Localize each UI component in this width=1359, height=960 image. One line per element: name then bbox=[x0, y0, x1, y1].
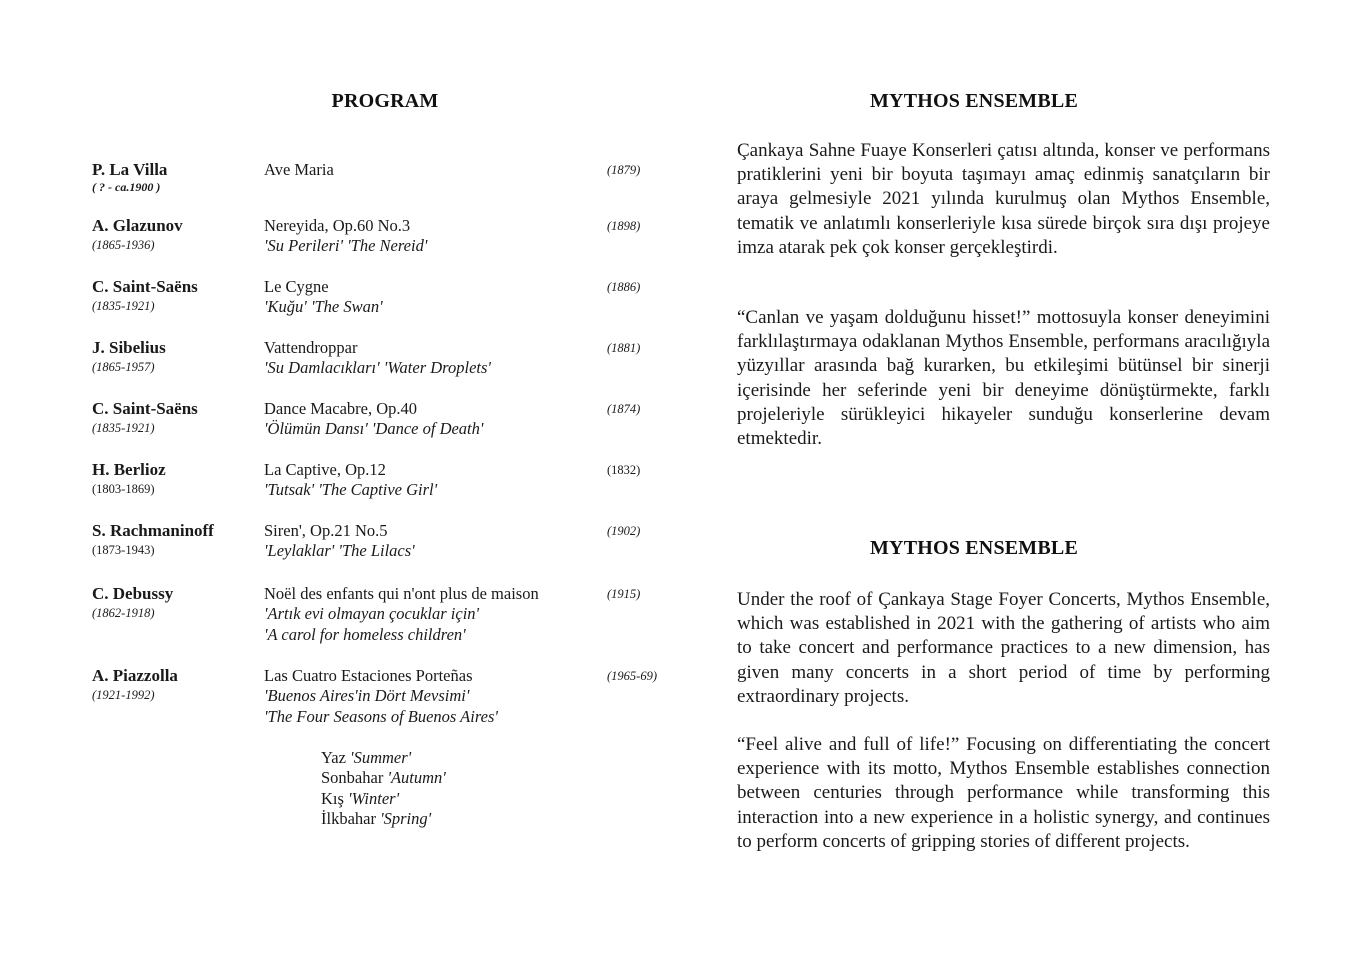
work-translation: 'Su Perileri' 'The Nereid' bbox=[264, 236, 428, 256]
movement-item bbox=[321, 768, 446, 788]
composer-name: S. Rachmaninoff bbox=[92, 521, 214, 540]
composer-name: C. Debussy bbox=[92, 584, 174, 603]
ensemble-en-paragraph-1: Under the roof of Çankaya Stage Foyer Concerts, Mythos Ensemble, which was established in 2021 with the gathering of artists who aim to take concert and performance practices to a new dimension, has given many concerts in a short period of time by performing extraordinary projects. bbox=[737, 589, 1270, 707]
work-year: (1898) bbox=[607, 219, 641, 233]
movement-en: 'Autumn' bbox=[387, 768, 446, 788]
work-block bbox=[264, 521, 415, 562]
composer-name: C. Saint-Saëns bbox=[92, 277, 198, 296]
work-year: (1915) bbox=[607, 587, 641, 601]
movement-en: 'Summer' bbox=[350, 748, 412, 767]
work-year: (1832) bbox=[607, 463, 641, 477]
work-title: Dance Macabre, Op.40 bbox=[264, 399, 418, 418]
movement-en: 'Spring' bbox=[380, 809, 432, 829]
work-year: (1965-69) bbox=[607, 669, 657, 683]
movement-tr: Yaz bbox=[321, 748, 346, 767]
composer-dates: ( ? - ca.1900 ) bbox=[92, 180, 161, 194]
work-title: Le Cygne bbox=[264, 277, 329, 296]
work-translation: 'Su Damlacıkları' 'Water Droplets' bbox=[264, 358, 491, 378]
composer-dates: (1862-1918) bbox=[92, 606, 155, 620]
composer-dates: (1873-1943) bbox=[92, 543, 155, 557]
movements-list bbox=[321, 748, 446, 830]
movement-tr: Kış bbox=[321, 788, 344, 808]
composer-name: P. La Villa bbox=[92, 160, 168, 179]
composer-name: A. Piazzolla bbox=[92, 666, 178, 685]
work-translation: 'Artık evi olmayan çocuklar için' bbox=[264, 604, 480, 624]
work-title: Las Cuatro Estaciones Porteñas bbox=[264, 666, 473, 685]
work-translation: 'Kuğu' 'The Swan' bbox=[264, 297, 383, 317]
composer-dates: (1835-1921) bbox=[92, 299, 155, 313]
composer-name: A. Glazunov bbox=[92, 216, 183, 235]
movement-item bbox=[321, 748, 446, 768]
work-title: La Captive, Op.12 bbox=[264, 460, 386, 479]
composer-dates: (1835-1921) bbox=[92, 421, 155, 435]
movement-tr: Sonbahar bbox=[321, 768, 384, 788]
work-title: Nereyida, Op.60 No.3 bbox=[264, 216, 411, 235]
movement-item bbox=[321, 789, 446, 809]
work-translation: 'Tutsak' 'The Captive Girl' bbox=[264, 480, 438, 500]
composer-dates: (1921-1992) bbox=[92, 688, 155, 702]
work-block bbox=[264, 160, 334, 180]
composer-dates: (1865-1936) bbox=[92, 238, 155, 252]
movement-tr: İlkbahar bbox=[321, 809, 376, 829]
composer-name: J. Sibelius bbox=[92, 338, 166, 357]
composer-name: H. Berlioz bbox=[92, 460, 166, 479]
composer-name: C. Saint-Saëns bbox=[92, 399, 198, 418]
work-block bbox=[264, 399, 483, 440]
work-title: Vattendroppar bbox=[264, 338, 358, 357]
program-heading: PROGRAM bbox=[331, 90, 439, 112]
work-year: (1874) bbox=[607, 402, 641, 416]
movement-item bbox=[321, 809, 446, 829]
work-title: Siren', Op.21 No.5 bbox=[264, 521, 388, 540]
ensemble-tr-paragraph-1: Çankaya Sahne Fuaye Konserleri çatısı altında, konser ve performans pratiklerini yeni bir boyuta taşımayı amaç edinmiş sanatçıların bir araya gelmesiyle 2021 yılında kurulmuş olan Mythos Ensemble, tematik ve anlatımlı konserleriyle kısa sürede birçok sıra dışı projeye imza atarak pek çok konser gerçekleştirdi. bbox=[737, 140, 1270, 258]
work-year: (1902) bbox=[607, 524, 641, 538]
work-title: Ave Maria bbox=[264, 160, 334, 179]
work-year: (1881) bbox=[607, 341, 641, 355]
ensemble-tr-paragraph-2: “Canlan ve yaşam dolduğunu hisset!” mottosuyla konser deneyimini farklılaştırmaya odaklanan Mythos Ensemble, performans aracılığıyla yüzyıllar arasında bağ kurarken, bu etkileşimi bütünsel bir sinerji içerisinde her seferinde yeni bir deneyime dönüştürmekte, farklı projeleriyle sürükleyici hikayeler sunduğu konserlerine devam etmektedir. bbox=[737, 307, 1270, 450]
work-block bbox=[264, 666, 498, 727]
ensemble-page bbox=[680, 0, 1359, 960]
work-translation: 'Ölümün Dansı' 'Dance of Death' bbox=[264, 419, 484, 439]
work-translation: 'The Four Seasons of Buenos Aires' bbox=[264, 706, 498, 726]
work-block bbox=[264, 216, 427, 257]
work-translation: 'Buenos Aires'in Dört Mevsimi' bbox=[264, 686, 470, 706]
work-block bbox=[264, 338, 491, 379]
composer-dates: (1803-1869) bbox=[92, 482, 155, 496]
work-title: Noël des enfants qui n'ont plus de maison bbox=[264, 584, 539, 603]
work-year: (1879) bbox=[607, 163, 641, 177]
work-year: (1886) bbox=[607, 280, 641, 294]
ensemble-heading-en: MYTHOS ENSEMBLE bbox=[869, 537, 1079, 559]
work-block bbox=[264, 584, 539, 645]
ensemble-en-paragraph-2: “Feel alive and full of life!” Focusing on differentiating the concert experience with its motto, Mythos Ensemble establishes connection between centuries through performance while transforming this interaction into a new experience in a holistic synergy, and continues to perform concerts of gripping stories of different projects. bbox=[737, 734, 1270, 852]
work-translation: 'Leylaklar' 'The Lilacs' bbox=[264, 541, 415, 561]
work-block bbox=[264, 460, 437, 501]
work-translation: 'A carol for homeless children' bbox=[264, 624, 466, 644]
composer-dates: (1865-1957) bbox=[92, 360, 155, 374]
movement-en: 'Winter' bbox=[348, 788, 400, 808]
work-block bbox=[264, 277, 383, 318]
ensemble-heading-tr: MYTHOS ENSEMBLE bbox=[869, 90, 1079, 112]
